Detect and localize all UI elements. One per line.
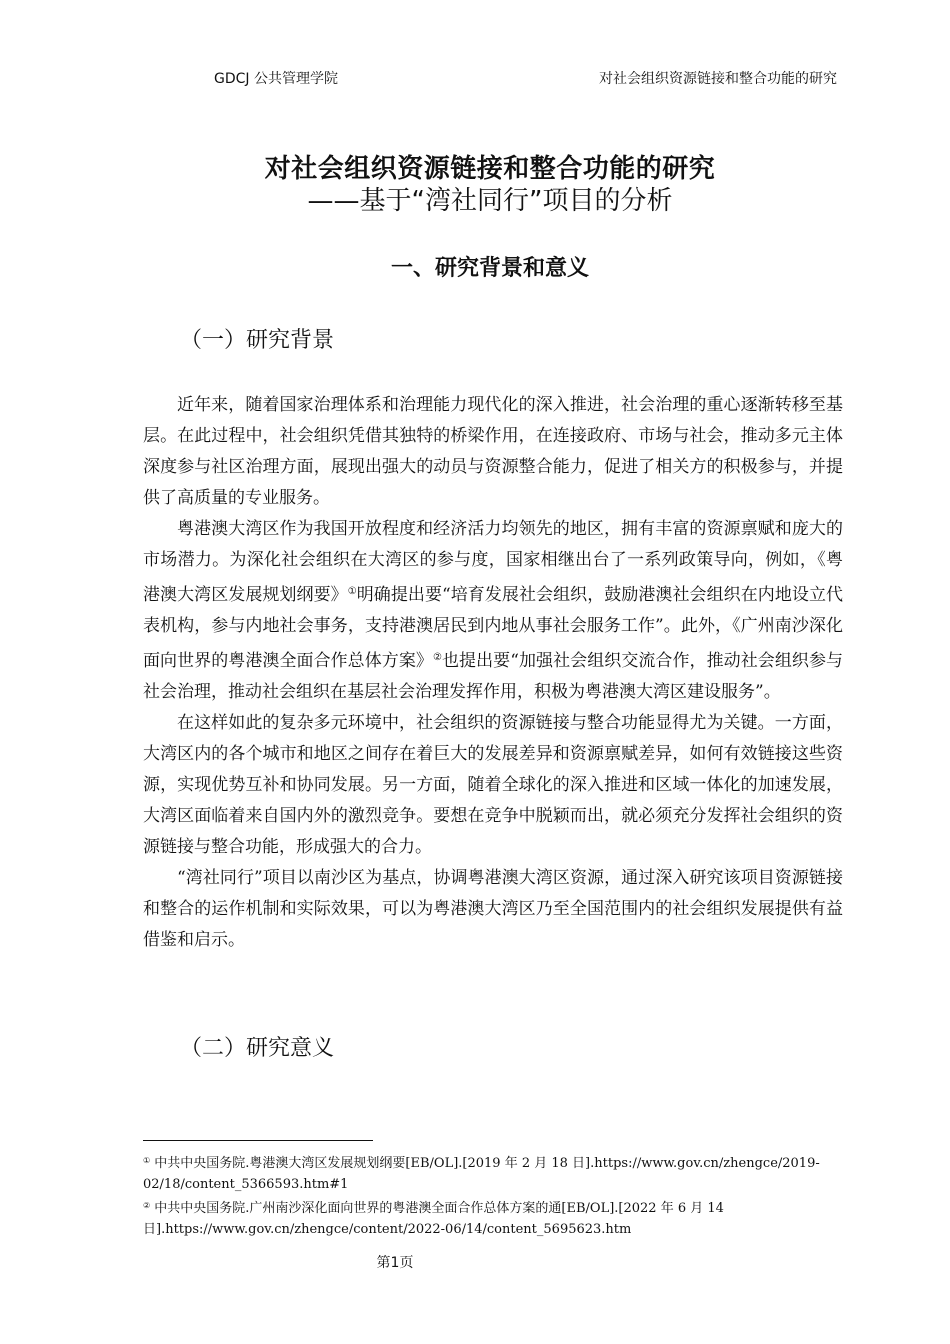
page-header xyxy=(145,68,837,92)
footnote-1-mark: ① xyxy=(143,1156,151,1165)
header-divider xyxy=(145,96,837,97)
page-number: 第1页 xyxy=(376,1255,414,1271)
paragraph-4: “湾社同行”项目以南沙区为基点，协调粤港澳大湾区资源，通过深入研究该项目资源链接和整合的运作机制和实际效果，可以为粤港澳大湾区乃至全国范围内的社会组织发展提供有益借鉴和启示。 xyxy=(143,868,843,950)
paragraph-2 xyxy=(143,514,843,708)
paragraph-2-part-a: 粤港澳大湾区作为我国开放程度和经济活力均领先的地区，拥有丰富的资源禀赋和庞大的市场潜力。为深化社会组织在大湾区的参与度，国家相继出台了一系列政策导向，例如，《粤港澳大湾区发展规划纲要》 xyxy=(143,519,843,605)
footnote-1-text: 中共中央国务院.粤港澳大湾区发展规划纲要[EB/OL].[2019 年 2 月 18 日].https://www.gov.cn/zhengce/2019-02/18/content_5366593.htm#1 xyxy=(143,1156,820,1192)
header-right-text: 对社会组织资源链接和整合功能的研究 xyxy=(599,71,837,87)
section-heading-1: 一、研究背景和意义 xyxy=(390,256,589,281)
footnote-2-mark: ② xyxy=(143,1201,151,1210)
paragraph-3: 在这样如此的复杂多元环境中，社会组织的资源链接与整合功能显得尤为关键。一方面，大湾区内的各个城市和地区之间存在着巨大的发展差异和资源禀赋差异，如何有效链接这些资源，实现优势互补和协同发展。另一方面，随着全球化的深入推进和区域一体化的加速发展，大湾区面临着来自国内外的激烈竞争。要想在竞争中脱颖而出，就必须充分发挥社会组织的资源链接与整合功能，形成强大的合力。 xyxy=(143,713,843,857)
footnotes xyxy=(143,1150,843,1240)
footnote-divider xyxy=(143,1140,373,1141)
footnote-ref-1[interactable]: ① xyxy=(347,586,357,597)
footnote-2 xyxy=(143,1195,843,1240)
paragraph-2-part-c: 也提出要“加强社会组织交流合作，推动社会组织参与社会治理，推动社会组织在基层社会治理发挥作用，积极为粤港澳大湾区建设服务”。 xyxy=(143,651,843,702)
header-left-text: GDCJ 公共管理学院 xyxy=(214,71,338,87)
paper-title: 对社会组织资源链接和整合功能的研究 xyxy=(264,154,716,184)
footnote-2-text: 中共中央国务院.广州南沙深化面向世界的粤港澳全面合作总体方案的通[EB/OL].[2022 年 6 月 14 日].https://www.gov.cn/zhengce/content/2022-06/14/content_5695623.htm xyxy=(143,1201,724,1237)
subsection-heading-significance: （二）研究意义 xyxy=(180,1036,335,1061)
footnote-1 xyxy=(143,1150,843,1195)
footnote-ref-2[interactable]: ② xyxy=(432,652,442,663)
paragraph-1: 近年来，随着国家治理体系和治理能力现代化的深入推进，社会治理的重心逐渐转移至基层。在此过程中，社会组织凭借其独特的桥梁作用，在连接政府、市场与社会，推动多元主体深度参与社区治理方面，展现出强大的动员与资源整合能力，促进了相关方的积极参与，并提供了高质量的专业服务。 xyxy=(143,395,843,508)
paragraph-2-part-b: 明确提出要“培育发展社会组织，鼓励港澳社会组织在内地设立代表机构，参与内地社会事务，支持港澳居民到内地从事社会服务工作”。此外，《广州南沙深化面向世界的粤港澳全面合作总体方案》 xyxy=(143,585,843,671)
paper-subtitle: ——基于“湾社同行”项目的分析 xyxy=(307,186,673,216)
body-text-block xyxy=(143,390,843,956)
subsection-heading-background: （一）研究背景 xyxy=(180,328,335,353)
